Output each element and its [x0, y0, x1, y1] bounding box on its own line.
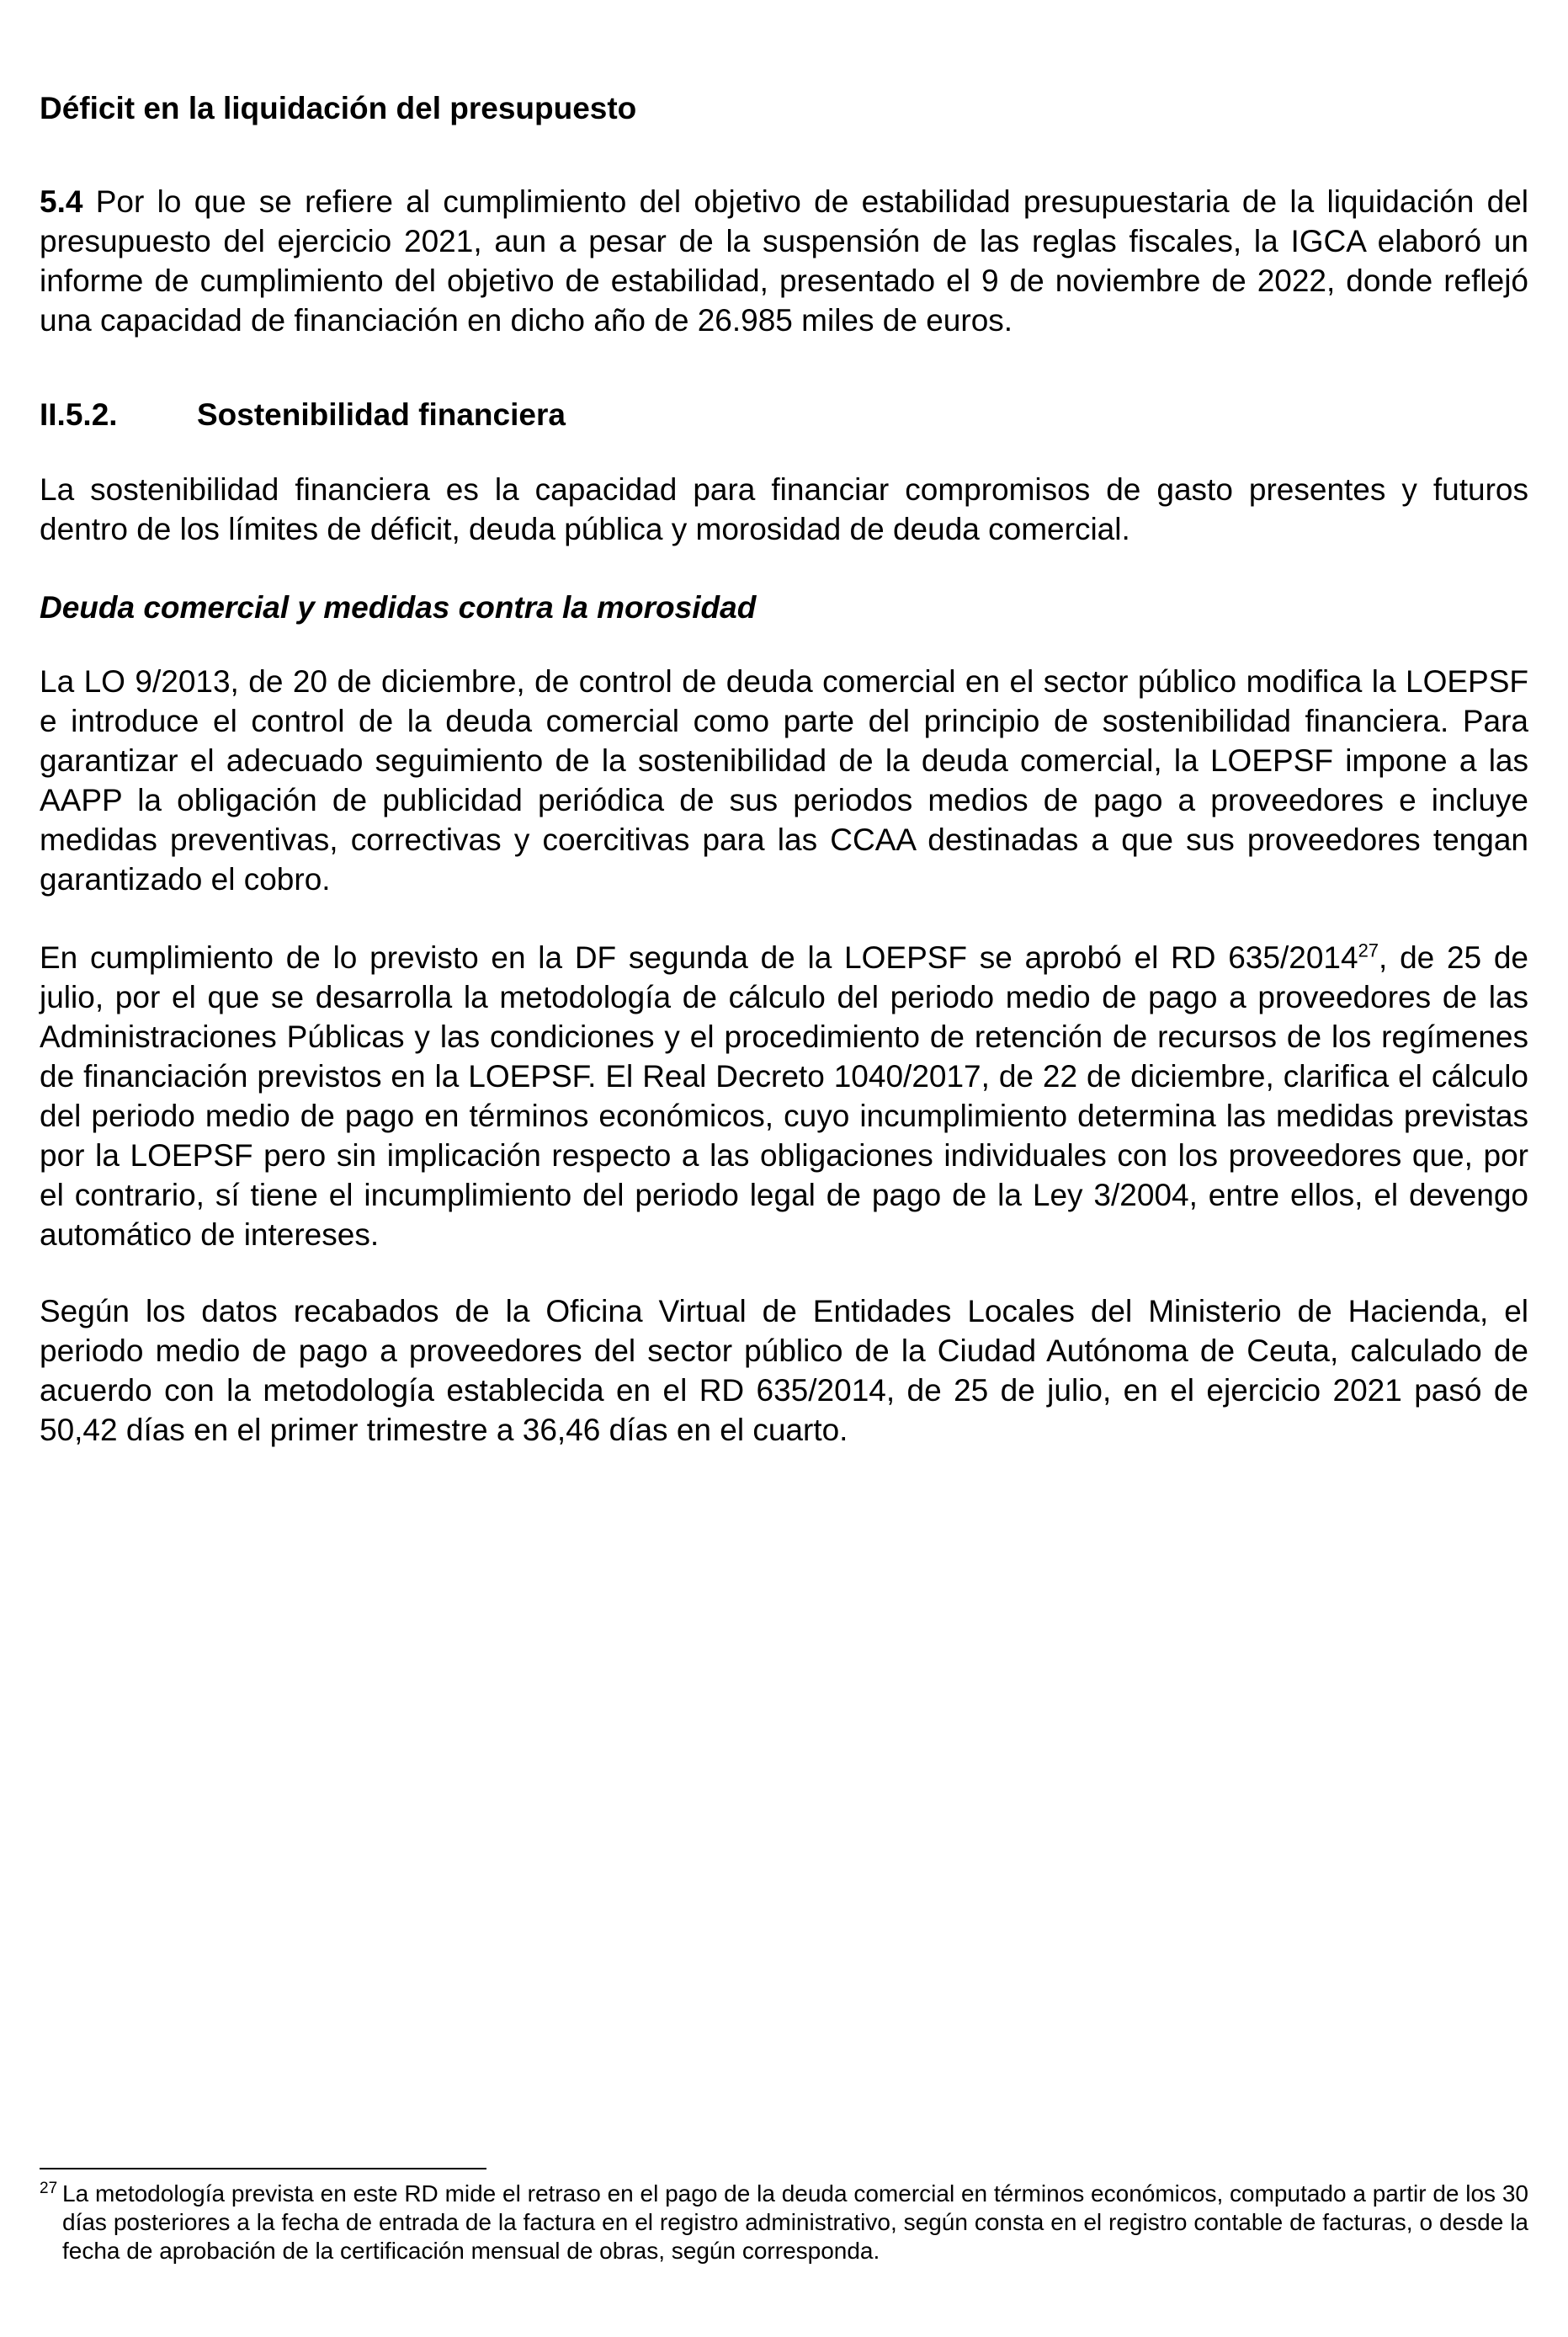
- paragraph-datos: Según los datos recabados de la Oficina Virtual de Entidades Locales del Ministerio de Hacienda, el periodo medio de pago a proveedores del sector público de la Ciudad Autónoma de Ceuta, calculado de acuerdo con la metodología establecida en el RD 635/2014, de 25 de julio, en el ejercicio 2021 pasó de 50,42 días en el primer trimestre a 36,46 días en el cuarto.: [40, 1294, 1528, 1447]
- paragraph-lo-9-2013: La LO 9/2013, de 20 de diciembre, de control de deuda comercial en el sector público modifica la LOEPSF e introduce el control de la deuda comercial como parte del principio de sostenibilidad financiera. Para garantizar el adecuado seguimiento de la sostenibilidad de la deuda comercial, la LOEPSF impone a las AAPP la obligación de publicidad periódica de sus periodos medios de pago a proveedores e incluye medidas preventivas, correctivas y coercitivas para las CCAA destinadas a que sus proveedores tengan garantizado el cobro.: [40, 664, 1528, 897]
- footnote-text: La metodología prevista en este RD mide el retraso en el pago de la deuda comercial en términos económicos, computado a partir de los 30 días posteriores a la fecha de entrada de la factura en el registro administrativo, según consta en el registro contable de facturas, o desde la fecha de aprobación de la certificación mensual de obras, según corresponda.: [62, 2180, 1528, 2264]
- footnote-reference: 27: [1358, 940, 1379, 961]
- paragraph-number: 5.4: [40, 184, 83, 219]
- paragraph-rd-635-2014: [40, 938, 1528, 1254]
- heading-deuda-comercial: Deuda comercial y medidas contra la morosidad: [40, 590, 757, 625]
- section-heading-ii-5-2: [40, 397, 566, 434]
- heading-deficit: Déficit en la liquidación del presupuesto: [40, 91, 637, 125]
- paragraph-text: Por lo que se refiere al cumplimiento del objetivo de estabilidad presupuestaria de la liquidación del presupuesto del ejercicio 2021, aun a pesar de la suspensión de las reglas fiscales, la IGCA elaboró un informe de cumplimiento del objetivo de estabilidad, presentado el 9 de noviembre de 2022, donde reflejó una capacidad de financiación en dicho año de 26.985 miles de euros.: [40, 184, 1528, 338]
- paragraph-5-4: [40, 182, 1528, 340]
- footnote: [40, 2180, 1528, 2265]
- paragraph-text-after: , de 25 de julio, por el que se desarrolla la metodología de cálculo del periodo medio de pago a proveedores de las Administraciones Públicas y las condiciones y el procedimiento de retención de recursos de los regímenes de financiación previstos en la LOEPSF. El Real Decreto 1040/2017, de 22 de diciembre, clarifica el cálculo del periodo medio de pago en términos económicos, cuyo incumplimiento determina las medidas previstas por la LOEPSF pero sin implicación respecto a las obligaciones individuales con los proveedores que, por el contrario, sí tiene el incumplimiento del periodo legal de pago de la Ley 3/2004, entre ellos, el devengo automático de intereses.: [40, 940, 1529, 1252]
- section-number: II.5.2.: [40, 397, 118, 432]
- document-page: [40, 0, 1528, 2337]
- footnote-divider: [40, 2168, 486, 2169]
- footnote-mark: 27: [40, 2180, 58, 2197]
- paragraph-sostenibilidad: La sostenibilidad financiera es la capacidad para financiar compromisos de gasto presentes y futuros dentro de los límites de déficit, deuda pública y morosidad de deuda comercial.: [40, 472, 1528, 546]
- section-title: Sostenibilidad financiera: [197, 397, 566, 432]
- paragraph-text-before: En cumplimiento de lo previsto en la DF segunda de la LOEPSF se aprobó el RD 635/2014: [40, 940, 1358, 975]
